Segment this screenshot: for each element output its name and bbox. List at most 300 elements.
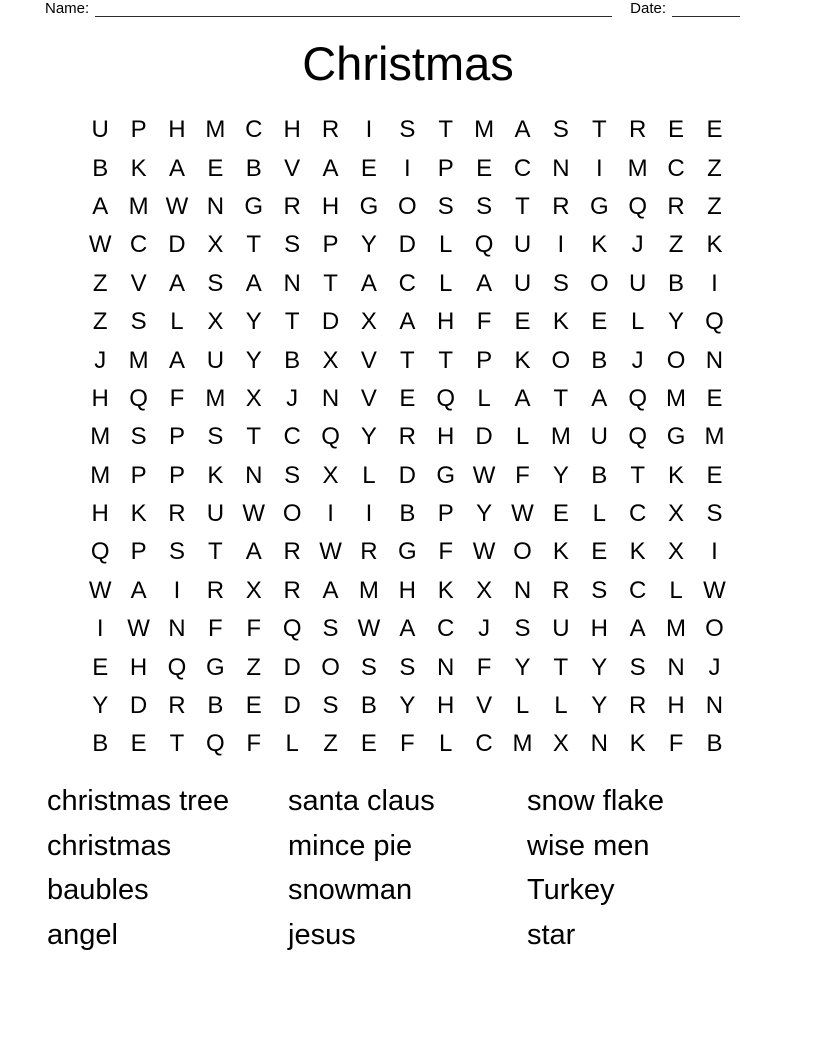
grid-letter: H bbox=[168, 116, 186, 144]
grid-letter: W bbox=[242, 500, 266, 528]
grid-row bbox=[81, 111, 734, 149]
grid-letter: N bbox=[168, 615, 186, 643]
grid-letter: P bbox=[130, 538, 147, 566]
grid-row bbox=[81, 648, 734, 686]
grid-letter: R bbox=[321, 116, 340, 144]
grid-letter: M bbox=[128, 192, 149, 220]
grid-letter: W bbox=[357, 615, 381, 643]
word-list-column bbox=[527, 779, 776, 957]
grid-letter: R bbox=[552, 576, 570, 604]
grid-letter: P bbox=[130, 461, 147, 489]
grid-letter: L bbox=[439, 231, 453, 259]
grid-letter: D bbox=[283, 692, 301, 720]
grid-letter: J bbox=[286, 384, 299, 412]
grid-letter: E bbox=[591, 538, 608, 566]
grid-letter: A bbox=[168, 269, 185, 297]
grid-letter: G bbox=[436, 461, 456, 489]
grid-letter: E bbox=[399, 384, 416, 412]
word-list-item: jesus bbox=[288, 918, 356, 951]
grid-letter: Y bbox=[668, 308, 685, 336]
grid-letter: Z bbox=[92, 308, 108, 336]
grid-letter: K bbox=[207, 461, 224, 489]
grid-letter: F bbox=[515, 461, 530, 489]
grid-letter: L bbox=[439, 730, 453, 758]
grid-letter: V bbox=[360, 384, 377, 412]
grid-letter: M bbox=[474, 116, 495, 144]
grid-letter: Y bbox=[514, 653, 531, 681]
grid-letter: N bbox=[590, 730, 608, 758]
grid-letter: O bbox=[513, 538, 532, 566]
word-list-column bbox=[47, 779, 288, 957]
grid-row bbox=[81, 495, 734, 533]
grid-letter: L bbox=[515, 423, 530, 451]
grid-letter: J bbox=[708, 653, 721, 681]
grid-letter: N bbox=[321, 384, 340, 412]
grid-letter: C bbox=[513, 154, 532, 182]
grid-letter: H bbox=[437, 308, 455, 336]
grid-letter: U bbox=[552, 615, 570, 643]
grid-letter: S bbox=[360, 653, 377, 681]
grid-letter: A bbox=[360, 269, 377, 297]
grid-letter: V bbox=[476, 692, 493, 720]
grid-letter: L bbox=[592, 500, 606, 528]
grid-letter: M bbox=[627, 154, 648, 182]
grid-letter: D bbox=[475, 423, 493, 451]
grid-letter: Y bbox=[591, 692, 608, 720]
grid-letter: H bbox=[321, 192, 340, 220]
grid-letter: D bbox=[168, 231, 186, 259]
grid-letter: K bbox=[130, 500, 147, 528]
grid-letter: A bbox=[399, 615, 416, 643]
grid-letter: H bbox=[91, 500, 109, 528]
grid-letter: F bbox=[208, 615, 223, 643]
grid-letter: I bbox=[403, 154, 411, 182]
grid-letter: L bbox=[630, 308, 645, 336]
grid-row bbox=[81, 188, 734, 226]
grid-letter: Y bbox=[552, 461, 569, 489]
grid-letter: E bbox=[207, 154, 224, 182]
grid-letter: X bbox=[668, 538, 685, 566]
grid-letter: I bbox=[96, 615, 104, 643]
grid-letter: X bbox=[245, 576, 262, 604]
grid-letter: M bbox=[704, 423, 725, 451]
grid-letter: W bbox=[165, 192, 189, 220]
grid-letter: T bbox=[284, 308, 300, 336]
grid-letter: V bbox=[284, 154, 301, 182]
grid-letter: E bbox=[360, 730, 377, 758]
grid-letter: W bbox=[511, 500, 534, 528]
grid-letter: G bbox=[359, 192, 379, 220]
word-list-item: snow flake bbox=[527, 785, 665, 817]
grid-letter: L bbox=[362, 461, 376, 489]
grid-letter: G bbox=[244, 192, 264, 220]
word-list-item: Turkey bbox=[527, 874, 615, 906]
grid-letter: Z bbox=[92, 269, 108, 297]
grid-letter: K bbox=[706, 231, 723, 259]
grid-letter: R bbox=[168, 692, 186, 720]
grid-letter: Y bbox=[476, 500, 493, 528]
grid-letter: H bbox=[437, 423, 455, 451]
grid-row bbox=[81, 418, 734, 456]
grid-letter: S bbox=[168, 538, 185, 566]
grid-letter: S bbox=[322, 692, 339, 720]
grid-letter: H bbox=[283, 116, 301, 144]
grid-letter: X bbox=[207, 308, 224, 336]
grid-letter: K bbox=[552, 308, 569, 336]
grid-letter: S bbox=[437, 192, 454, 220]
grid-letter: I bbox=[327, 500, 334, 528]
grid-letter: J bbox=[478, 615, 491, 643]
grid-letter: I bbox=[711, 538, 718, 566]
grid-letter: E bbox=[706, 384, 723, 412]
grid-letter: K bbox=[130, 154, 147, 182]
grid-letter: B bbox=[284, 346, 301, 374]
grid-letter: U bbox=[206, 346, 225, 374]
grid-letter: S bbox=[284, 461, 301, 489]
grid-letter: R bbox=[628, 692, 647, 720]
grid-letter: D bbox=[321, 308, 340, 336]
grid-letter: Q bbox=[206, 730, 225, 758]
grid-letter: W bbox=[88, 576, 112, 604]
grid-letter: J bbox=[631, 231, 644, 259]
grid-letter: I bbox=[595, 154, 603, 182]
grid-letter: S bbox=[706, 500, 723, 528]
grid-letter: C bbox=[628, 500, 647, 528]
grid-letter: E bbox=[130, 730, 147, 758]
grid-row bbox=[81, 572, 734, 610]
word-list-item: christmas tree bbox=[47, 785, 230, 817]
grid-letter: E bbox=[591, 308, 608, 336]
date-label: Date: bbox=[630, 0, 666, 17]
grid-letter: Y bbox=[245, 346, 262, 374]
grid-letter: R bbox=[283, 538, 301, 566]
grid-letter: B bbox=[360, 692, 377, 720]
grid-letter: L bbox=[285, 730, 299, 758]
grid-letter: Y bbox=[360, 231, 377, 259]
grid-letter: E bbox=[360, 154, 377, 182]
date-blank-line bbox=[672, 2, 740, 17]
grid-letter: G bbox=[666, 423, 686, 451]
grid-letter: M bbox=[666, 615, 687, 643]
grid-letter: X bbox=[322, 346, 339, 374]
grid-letter: F bbox=[169, 384, 185, 412]
grid-letter: U bbox=[513, 269, 532, 297]
word-search-grid bbox=[81, 111, 734, 764]
grid-letter: I bbox=[711, 269, 718, 297]
grid-letter: D bbox=[283, 653, 301, 681]
grid-row bbox=[81, 303, 734, 341]
grid-letter: W bbox=[703, 576, 726, 604]
word-list-item: angel bbox=[47, 918, 118, 951]
grid-letter: W bbox=[127, 615, 150, 643]
grid-row bbox=[81, 149, 734, 187]
grid-letter: T bbox=[553, 653, 569, 681]
grid-letter: R bbox=[360, 538, 378, 566]
grid-letter: H bbox=[398, 576, 416, 604]
grid-letter: Q bbox=[628, 192, 647, 220]
grid-letter: X bbox=[322, 461, 339, 489]
grid-letter: S bbox=[130, 423, 147, 451]
word-list-item: santa claus bbox=[288, 785, 435, 817]
grid-letter: S bbox=[322, 615, 339, 643]
grid-letter: U bbox=[206, 500, 225, 528]
grid-letter: T bbox=[399, 346, 415, 374]
grid-letter: L bbox=[515, 692, 530, 720]
grid-letter: E bbox=[476, 154, 493, 182]
grid-letter: M bbox=[90, 461, 111, 489]
grid-letter: A bbox=[245, 538, 262, 566]
grid-letter: R bbox=[667, 192, 685, 220]
grid-letter: S bbox=[207, 269, 224, 297]
grid-letter: Q bbox=[167, 653, 187, 681]
grid-letter: A bbox=[514, 384, 531, 412]
grid-row bbox=[81, 341, 734, 379]
grid-letter: W bbox=[88, 231, 112, 259]
grid-letter: A bbox=[130, 576, 147, 604]
grid-letter: N bbox=[437, 653, 455, 681]
grid-letter: N bbox=[206, 192, 225, 220]
grid-letter: U bbox=[513, 231, 532, 259]
grid-letter: L bbox=[477, 384, 491, 412]
grid-letter: B bbox=[706, 730, 723, 758]
grid-letter: X bbox=[360, 308, 377, 336]
grid-letter: B bbox=[207, 692, 224, 720]
name-field bbox=[45, 0, 630, 17]
grid-letter: Z bbox=[246, 653, 262, 681]
grid-row bbox=[81, 725, 734, 763]
grid-letter: N bbox=[552, 154, 570, 182]
word-list-item: christmas bbox=[47, 829, 172, 862]
grid-letter: B bbox=[92, 730, 109, 758]
grid-letter: F bbox=[476, 653, 492, 681]
grid-letter: A bbox=[591, 384, 608, 412]
grid-letter: S bbox=[552, 269, 569, 297]
grid-letter: N bbox=[667, 653, 685, 681]
grid-letter: A bbox=[245, 269, 262, 297]
grid-letter: E bbox=[668, 116, 685, 144]
grid-letter: T bbox=[323, 269, 338, 297]
grid-letter: G bbox=[206, 653, 225, 681]
grid-letter: L bbox=[170, 308, 184, 336]
grid-row bbox=[81, 265, 734, 303]
name-blank-line bbox=[95, 2, 612, 17]
grid-row bbox=[81, 380, 734, 418]
grid-letter: T bbox=[591, 116, 607, 144]
grid-letter: T bbox=[438, 346, 454, 374]
grid-letter: V bbox=[130, 269, 147, 297]
grid-letter: T bbox=[169, 730, 185, 758]
grid-letter: C bbox=[283, 423, 301, 451]
grid-letter: N bbox=[705, 692, 724, 720]
grid-letter: E bbox=[514, 308, 531, 336]
grid-letter: M bbox=[666, 384, 687, 412]
grid-letter: P bbox=[322, 231, 339, 259]
name-label: Name: bbox=[45, 0, 90, 17]
grid-letter: H bbox=[437, 692, 455, 720]
grid-letter: E bbox=[92, 653, 109, 681]
grid-letter: P bbox=[168, 423, 185, 451]
word-list-item: baubles bbox=[47, 874, 149, 906]
grid-letter: A bbox=[322, 576, 339, 604]
grid-letter: N bbox=[513, 576, 532, 604]
grid-letter: A bbox=[92, 192, 109, 220]
grid-letter: A bbox=[322, 154, 339, 182]
grid-letter: F bbox=[399, 730, 415, 758]
grid-letter: K bbox=[629, 730, 646, 758]
grid-letter: O bbox=[321, 653, 340, 681]
grid-letter: E bbox=[706, 116, 723, 144]
grid-letter: G bbox=[589, 192, 609, 220]
grid-letter: Y bbox=[399, 692, 416, 720]
grid-letter: X bbox=[245, 384, 262, 412]
grid-letter: I bbox=[557, 231, 565, 259]
grid-letter: F bbox=[246, 615, 262, 643]
grid-letter: X bbox=[552, 730, 569, 758]
grid-letter: S bbox=[399, 653, 416, 681]
grid-letter: S bbox=[399, 116, 416, 144]
grid-letter: D bbox=[398, 231, 416, 259]
grid-letter: F bbox=[246, 730, 262, 758]
grid-letter: M bbox=[205, 384, 226, 412]
grid-letter: C bbox=[667, 154, 685, 182]
grid-row bbox=[81, 226, 734, 264]
grid-letter: T bbox=[246, 231, 262, 259]
grid-letter: J bbox=[631, 346, 644, 374]
grid-letter: S bbox=[130, 308, 147, 336]
grid-row bbox=[81, 687, 734, 725]
grid-letter: W bbox=[472, 461, 496, 489]
grid-letter: E bbox=[245, 692, 262, 720]
grid-letter: X bbox=[668, 500, 685, 528]
grid-letter: C bbox=[437, 615, 455, 643]
grid-letter: F bbox=[476, 308, 492, 336]
grid-letter: A bbox=[168, 154, 185, 182]
grid-letter: U bbox=[628, 269, 647, 297]
word-list-item: mince pie bbox=[288, 829, 413, 862]
grid-letter: Q bbox=[321, 423, 340, 451]
grid-letter: C bbox=[245, 116, 263, 144]
grid-letter: M bbox=[90, 423, 111, 451]
grid-letter: B bbox=[591, 461, 608, 489]
grid-row bbox=[81, 457, 734, 495]
grid-letter: A bbox=[629, 615, 646, 643]
word-list-item: wise men bbox=[527, 829, 650, 862]
grid-letter: P bbox=[437, 500, 454, 528]
grid-letter: O bbox=[589, 269, 609, 297]
grid-letter: O bbox=[397, 192, 417, 220]
grid-letter: T bbox=[438, 116, 454, 144]
grid-letter: S bbox=[207, 423, 224, 451]
grid-letter: L bbox=[554, 692, 568, 720]
grid-letter: K bbox=[514, 346, 531, 374]
grid-letter: W bbox=[319, 538, 342, 566]
grid-letter: F bbox=[668, 730, 684, 758]
grid-letter: R bbox=[552, 192, 570, 220]
grid-letter: Q bbox=[628, 423, 647, 451]
grid-letter: J bbox=[94, 346, 107, 374]
grid-letter: H bbox=[91, 384, 109, 412]
grid-letter: E bbox=[552, 500, 569, 528]
grid-letter: I bbox=[365, 116, 373, 144]
grid-letter: O bbox=[551, 346, 571, 374]
grid-letter: R bbox=[398, 423, 416, 451]
grid-letter: H bbox=[129, 653, 148, 681]
grid-letter: Q bbox=[436, 384, 456, 412]
grid-letter: S bbox=[476, 192, 493, 220]
grid-letter: A bbox=[476, 269, 493, 297]
grid-letter: D bbox=[398, 461, 416, 489]
grid-letter: Q bbox=[705, 308, 724, 336]
grid-letter: R bbox=[168, 500, 186, 528]
grid-letter: C bbox=[129, 231, 148, 259]
grid-letter: N bbox=[705, 346, 724, 374]
grid-letter: P bbox=[130, 116, 147, 144]
grid-letter: M bbox=[512, 730, 533, 758]
grid-letter: P bbox=[168, 461, 185, 489]
grid-letter: A bbox=[514, 116, 531, 144]
grid-letter: K bbox=[552, 538, 569, 566]
grid-letter: M bbox=[550, 423, 571, 451]
grid-letter: O bbox=[666, 346, 686, 374]
grid-letter: C bbox=[398, 269, 416, 297]
grid-letter: M bbox=[205, 116, 226, 144]
grid-row bbox=[81, 610, 734, 648]
grid-letter: I bbox=[173, 576, 181, 604]
grid-letter: Q bbox=[474, 231, 494, 259]
grid-letter: Q bbox=[129, 384, 148, 412]
grid-letter: W bbox=[472, 538, 496, 566]
grid-letter: T bbox=[630, 461, 645, 489]
grid-letter: R bbox=[628, 116, 647, 144]
grid-letter: Y bbox=[591, 653, 608, 681]
grid-letter: A bbox=[168, 346, 185, 374]
grid-letter: Y bbox=[360, 423, 377, 451]
word-list-column bbox=[288, 779, 527, 957]
grid-letter: D bbox=[129, 692, 148, 720]
grid-letter: B bbox=[668, 269, 685, 297]
grid-letter: A bbox=[399, 308, 416, 336]
grid-letter: C bbox=[628, 576, 647, 604]
header bbox=[45, 0, 740, 17]
grid-letter: O bbox=[282, 500, 302, 528]
grid-letter: S bbox=[552, 116, 569, 144]
grid-letter: M bbox=[128, 346, 149, 374]
grid-letter: P bbox=[476, 346, 493, 374]
grid-letter: Y bbox=[92, 692, 109, 720]
word-list bbox=[47, 779, 776, 957]
grid-letter: S bbox=[629, 653, 646, 681]
grid-letter: R bbox=[283, 192, 301, 220]
grid-letter: Q bbox=[90, 538, 110, 566]
grid-letter: B bbox=[92, 154, 109, 182]
grid-letter: M bbox=[358, 576, 379, 604]
grid-letter: S bbox=[591, 576, 608, 604]
grid-letter: T bbox=[208, 538, 223, 566]
grid-letter: Q bbox=[282, 615, 302, 643]
grid-letter: U bbox=[590, 423, 608, 451]
grid-letter: K bbox=[629, 538, 646, 566]
grid-letter: P bbox=[437, 154, 454, 182]
grid-letter: Z bbox=[668, 231, 684, 259]
grid-letter: B bbox=[245, 154, 262, 182]
grid-letter: H bbox=[590, 615, 608, 643]
grid-letter: I bbox=[365, 500, 373, 528]
grid-letter: B bbox=[399, 500, 416, 528]
grid-letter: K bbox=[591, 231, 608, 259]
grid-letter: S bbox=[284, 231, 301, 259]
grid-letter: X bbox=[476, 576, 493, 604]
grid-letter: Z bbox=[707, 154, 722, 182]
